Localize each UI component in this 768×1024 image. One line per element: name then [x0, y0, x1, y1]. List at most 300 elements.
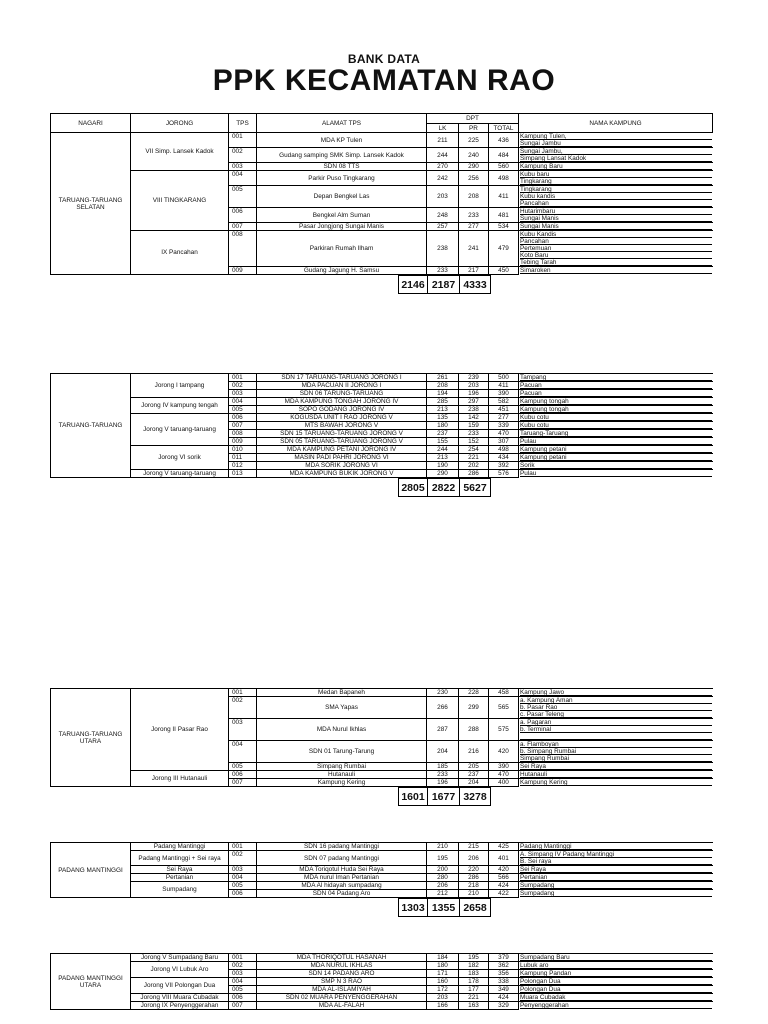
nama-kampung-cell — [519, 406, 713, 414]
nama-kampung-cell — [519, 171, 713, 186]
nama-kampung-cell — [519, 390, 713, 398]
lk-cell: 237 — [427, 430, 459, 438]
lk-cell: 248 — [427, 208, 459, 223]
tps-cell: 002 — [229, 148, 257, 163]
nama-kampung-cell — [519, 970, 713, 978]
lk-cell: 238 — [427, 231, 459, 267]
pr-cell: 238 — [459, 406, 489, 414]
table-row — [51, 231, 713, 267]
alamat-cell: Parkir Puso Tingkarang — [257, 171, 427, 186]
pr-cell: 290 — [459, 163, 489, 171]
kampung-name: Pacuan — [520, 390, 712, 397]
nama-kampung-cell — [519, 446, 713, 454]
total-lk: 1601 — [399, 788, 428, 806]
alamat-cell: SMP N 3 RAO — [257, 978, 427, 986]
kampung-name: Tampang — [520, 374, 712, 381]
jorong-cell: Pertanian — [131, 874, 229, 882]
table-row — [51, 689, 713, 697]
nama-kampung-cell — [519, 148, 713, 163]
nama-kampung-cell — [519, 133, 713, 148]
alamat-cell: MDA AL-FALAH — [257, 1002, 427, 1010]
total-pr: 2822 — [428, 479, 460, 497]
kampung-name: Penyenggerahan — [520, 1002, 712, 1009]
nama-kampung-cell — [519, 374, 713, 382]
lk-cell: 203 — [427, 994, 459, 1002]
alamat-cell: SDN 02 MUARA PENYENGGERAHAN — [257, 994, 427, 1002]
jorong-cell: Jorong II Pasar Rao — [131, 689, 229, 771]
jorong-cell: Jorong V taruang-taruang — [131, 414, 229, 446]
nama-kampung-cell — [519, 223, 713, 231]
pr-cell: 203 — [459, 382, 489, 390]
table-row — [51, 882, 713, 890]
kampung-name: Kampung petani — [520, 446, 712, 453]
pr-cell: 221 — [459, 994, 489, 1002]
total-cell: 420 — [489, 866, 519, 874]
tps-cell: 001 — [229, 133, 257, 148]
column-dpt: DPT — [427, 114, 519, 124]
total-cell: 411 — [489, 382, 519, 390]
table-row — [51, 446, 713, 454]
jorong-cell: Jorong IV kampung tengah — [131, 398, 229, 414]
kampung-name: a. Pagaran — [520, 719, 712, 726]
table-row — [51, 470, 713, 478]
tps-cell: 002 — [229, 962, 257, 970]
total-cell: 451 — [489, 406, 519, 414]
alamat-cell: MDA PACUAN II JORONG I — [257, 382, 427, 390]
jorong-cell: VII Simp. Lansek Kadok — [131, 133, 229, 171]
pr-cell: 204 — [459, 779, 489, 787]
alamat-cell: SDN 15 TARUANG-TARUANG JORONG V — [257, 430, 427, 438]
pr-cell: 202 — [459, 462, 489, 470]
nama-kampung-cell — [519, 763, 713, 771]
total-pr: 1677 — [428, 788, 460, 806]
alamat-cell: MDA KAMPUNG TONGAH JORONG IV — [257, 398, 427, 406]
total-cell: 534 — [489, 223, 519, 231]
kampung-name: Pulau — [520, 438, 712, 445]
alamat-cell: Gudang Jagung H. Samsu — [257, 267, 427, 275]
nama-kampung-cell — [519, 843, 713, 851]
lk-cell: 203 — [427, 186, 459, 208]
nama-kampung-cell — [519, 398, 713, 406]
total-total: 5627 — [460, 479, 491, 497]
pr-cell: 205 — [459, 763, 489, 771]
lk-cell: 155 — [427, 438, 459, 446]
alamat-cell: MDA NURUL IKHLAS — [257, 962, 427, 970]
section-table — [50, 688, 713, 803]
alamat-cell: Parkiran Rumah Ilham — [257, 231, 427, 267]
nama-kampung-cell — [519, 954, 713, 962]
nama-kampung-cell — [519, 267, 713, 275]
nagari-cell: PADANG MANTINGGI UTARA — [51, 954, 131, 1010]
nama-kampung-cell — [519, 186, 713, 208]
table-row — [51, 1002, 713, 1010]
pr-cell: 233 — [459, 208, 489, 223]
nama-kampung-cell — [519, 697, 713, 719]
table-row — [51, 771, 713, 779]
tps-cell: 007 — [229, 1002, 257, 1010]
total-cell: 379 — [489, 954, 519, 962]
alamat-cell: SDN 06 TARUNG-TARUANG — [257, 390, 427, 398]
table-row — [51, 851, 713, 866]
jorong-cell: Jorong IX Penyenggerahan — [131, 1002, 229, 1010]
tps-cell: 003 — [229, 719, 257, 741]
lk-cell: 213 — [427, 454, 459, 462]
alamat-cell: MDA KAMPUNG PETANI JORONG IV — [257, 446, 427, 454]
kampung-name: B. Sei raya — [520, 858, 712, 865]
table-row — [51, 374, 713, 382]
total-cell: 307 — [489, 438, 519, 446]
kampung-name: Sungai Manis — [520, 215, 712, 222]
nama-kampung-cell — [519, 208, 713, 223]
tps-cell: 001 — [229, 954, 257, 962]
totals-row — [398, 478, 491, 497]
tps-cell: 003 — [229, 163, 257, 171]
total-cell: 329 — [489, 1002, 519, 1010]
jorong-cell: Padang Mantinggi — [131, 843, 229, 851]
total-cell: 470 — [489, 771, 519, 779]
jorong-cell: Jorong V Sumpadang Baru — [131, 954, 229, 962]
alamat-cell: SDN 04 Padang Aro — [257, 890, 427, 898]
nama-kampung-cell — [519, 978, 713, 986]
tps-cell: 007 — [229, 422, 257, 430]
tps-cell: 004 — [229, 741, 257, 763]
kampung-name: b. Simpang Rumbai — [520, 748, 712, 755]
total-cell: 362 — [489, 962, 519, 970]
tps-cell: 006 — [229, 208, 257, 223]
section-table — [50, 373, 713, 494]
pr-cell: 228 — [459, 689, 489, 697]
alamat-cell: SDN 07 padang Mantinggi — [257, 851, 427, 866]
total-cell: 565 — [489, 697, 519, 719]
pr-cell: 182 — [459, 962, 489, 970]
table-row — [51, 171, 713, 186]
lk-cell: 287 — [427, 719, 459, 741]
nagari-table — [50, 688, 713, 787]
table-row — [51, 843, 713, 851]
kampung-name: Koto Baru — [520, 252, 712, 259]
tps-cell: 007 — [229, 779, 257, 787]
total-cell: 566 — [489, 874, 519, 882]
kampung-name: Padang Mantinggi — [520, 843, 712, 850]
nama-kampung-cell — [519, 1002, 713, 1010]
alamat-cell: KOGUSDA UNIT I RAO JORONG V — [257, 414, 427, 422]
pr-cell: 237 — [459, 771, 489, 779]
alamat-cell: Medan Bapaneh — [257, 689, 427, 697]
pr-cell: 178 — [459, 978, 489, 986]
column-lk: LK — [427, 124, 459, 133]
kampung-name: Pertemuan — [520, 245, 712, 252]
alamat-cell: MDA KAMPUNG BUKIK JORONG V — [257, 470, 427, 478]
total-cell: 434 — [489, 454, 519, 462]
kampung-name: Pancahan — [520, 200, 712, 207]
pr-cell: 206 — [459, 851, 489, 866]
nama-kampung-cell — [519, 689, 713, 697]
nama-kampung-cell — [519, 874, 713, 882]
total-cell: 338 — [489, 978, 519, 986]
nagari-table — [50, 953, 713, 1010]
tps-cell: 001 — [229, 689, 257, 697]
nama-kampung-cell — [519, 851, 713, 866]
total-cell: 498 — [489, 171, 519, 186]
table-row — [51, 994, 713, 1002]
nama-kampung-cell — [519, 414, 713, 422]
pr-cell: 177 — [459, 986, 489, 994]
total-cell: 479 — [489, 231, 519, 267]
alamat-cell: SDN 14 PADANG ARO — [257, 970, 427, 978]
nama-kampung-cell — [519, 163, 713, 171]
kampung-name: Kubu baru — [520, 171, 712, 178]
lk-cell: 210 — [427, 843, 459, 851]
nama-kampung-cell — [519, 231, 713, 267]
pr-cell: 215 — [459, 843, 489, 851]
tps-cell: 003 — [229, 866, 257, 874]
tps-cell: 004 — [229, 874, 257, 882]
lk-cell: 172 — [427, 986, 459, 994]
alamat-cell: MDA KP Tulen — [257, 133, 427, 148]
total-cell: 424 — [489, 994, 519, 1002]
nama-kampung-cell — [519, 438, 713, 446]
section-table — [50, 842, 713, 914]
lk-cell: 194 — [427, 390, 459, 398]
kampung-name: Kubu cotu — [520, 422, 712, 429]
nama-kampung-cell — [519, 771, 713, 779]
lk-cell: 261 — [427, 374, 459, 382]
kampung-name: Sungai Manis — [520, 223, 712, 230]
nagari-table — [50, 373, 713, 478]
section-table — [50, 953, 713, 1010]
kampung-name: Taruang-Taruang — [520, 430, 712, 437]
kampung-name: Sungai Jambu — [520, 140, 712, 147]
kampung-name: a. Flamboyan — [520, 741, 712, 748]
pr-cell: 210 — [459, 890, 489, 898]
total-cell: 400 — [489, 779, 519, 787]
pr-cell: 142 — [459, 414, 489, 422]
nama-kampung-cell — [519, 986, 713, 994]
kampung-name: Sungai Jambu, — [520, 148, 712, 155]
tps-cell: 005 — [229, 763, 257, 771]
alamat-cell: Kampung Kering — [257, 779, 427, 787]
total-total: 3278 — [460, 788, 491, 806]
kampung-name: Lubuk aro — [520, 962, 712, 969]
alamat-cell: Depan Bengkel Las — [257, 186, 427, 208]
lk-cell: 212 — [427, 890, 459, 898]
jorong-cell: VIII TINGKARANG — [131, 171, 229, 231]
tps-cell: 003 — [229, 390, 257, 398]
total-cell: 575 — [489, 719, 519, 741]
jorong-cell: IX Pancahan — [131, 231, 229, 275]
nama-kampung-cell — [519, 994, 713, 1002]
alamat-cell: SDN 16 padang Mantinggi — [257, 843, 427, 851]
kampung-name: Sorik — [520, 462, 712, 469]
kampung-name: Polongan Dua — [520, 978, 712, 985]
pr-cell: 277 — [459, 223, 489, 231]
jorong-cell: Padang Mantinggi + Sei raya — [131, 851, 229, 866]
lk-cell: 242 — [427, 171, 459, 186]
kampung-name: Kampung tongah — [520, 406, 712, 413]
pr-cell: 299 — [459, 697, 489, 719]
total-cell: 349 — [489, 986, 519, 994]
total-lk: 2146 — [399, 276, 428, 294]
alamat-cell: MASIN PADI PAHRI JORONG VI — [257, 454, 427, 462]
lk-cell: 185 — [427, 763, 459, 771]
tps-cell: 002 — [229, 697, 257, 719]
tps-cell: 001 — [229, 374, 257, 382]
alamat-cell: SOPO GODANG JORONG IV — [257, 406, 427, 414]
jorong-cell: Jorong I tampang — [131, 374, 229, 398]
tps-cell: 003 — [229, 970, 257, 978]
alamat-cell: Hutanauli — [257, 771, 427, 779]
pr-cell: 220 — [459, 866, 489, 874]
pr-cell: 240 — [459, 148, 489, 163]
kampung-name: Pulau — [520, 470, 712, 477]
total-cell: 436 — [489, 133, 519, 148]
kampung-name: a. Kampung Aman — [520, 697, 712, 704]
kampung-name: Tebing Tarah — [520, 259, 712, 266]
column-jorong: JORONG — [131, 114, 229, 133]
kampung-name: Simaroken — [520, 267, 712, 274]
kampung-name: Tingkarang — [520, 178, 712, 185]
tps-cell: 005 — [229, 882, 257, 890]
nama-kampung-cell — [519, 741, 713, 763]
alamat-cell: SDN 05 TARUANG-TARUANG JORONG V — [257, 438, 427, 446]
kampung-name: Sei Raya — [520, 763, 712, 770]
jorong-cell: Jorong VI sorik — [131, 446, 229, 470]
kampung-name: Kampung Kering — [520, 779, 712, 786]
lk-cell: 135 — [427, 414, 459, 422]
total-total: 2658 — [460, 899, 491, 917]
nama-kampung-cell — [519, 422, 713, 430]
nama-kampung-cell — [519, 462, 713, 470]
tps-cell: 004 — [229, 978, 257, 986]
total-cell: 422 — [489, 890, 519, 898]
tps-cell: 010 — [229, 446, 257, 454]
lk-cell: 244 — [427, 148, 459, 163]
nama-kampung-cell — [519, 962, 713, 970]
nama-kampung-cell — [519, 382, 713, 390]
pr-cell: 196 — [459, 390, 489, 398]
tps-cell: 009 — [229, 267, 257, 275]
kampung-name: Kampung petani — [520, 454, 712, 461]
lk-cell: 195 — [427, 851, 459, 866]
lk-cell: 233 — [427, 267, 459, 275]
alamat-cell: SDN 08 TTS — [257, 163, 427, 171]
tps-cell: 012 — [229, 462, 257, 470]
pr-cell: 256 — [459, 171, 489, 186]
kampung-name: Kampung Tulen, — [520, 133, 712, 140]
table-row — [51, 414, 713, 422]
kampung-name: Sumpadang Baru — [520, 954, 712, 961]
tps-cell: 011 — [229, 454, 257, 462]
pr-cell: 297 — [459, 398, 489, 406]
section-table — [50, 113, 713, 291]
total-cell: 356 — [489, 970, 519, 978]
total-cell: 576 — [489, 470, 519, 478]
alamat-cell: Pasar Jongjong Sungai Manis — [257, 223, 427, 231]
lk-cell: 171 — [427, 970, 459, 978]
pr-cell: 225 — [459, 133, 489, 148]
nama-kampung-cell — [519, 430, 713, 438]
column-tps: TPS — [229, 114, 257, 133]
total-cell: 411 — [489, 186, 519, 208]
alamat-cell: SDN 17 TARUANG-TARUANG JORONG I — [257, 374, 427, 382]
table-row — [51, 866, 713, 874]
total-cell: 390 — [489, 763, 519, 771]
alamat-cell: MDA nurul Iman Pertanian — [257, 874, 427, 882]
lk-cell: 266 — [427, 697, 459, 719]
tps-cell: 006 — [229, 414, 257, 422]
total-cell: 484 — [489, 148, 519, 163]
kampung-name: Kubu kandis — [520, 193, 712, 200]
kampung-name: Muara Cubadak — [520, 994, 712, 1001]
totals-row — [398, 898, 491, 917]
lk-cell: 190 — [427, 462, 459, 470]
pr-cell: 286 — [459, 470, 489, 478]
pr-cell: 208 — [459, 186, 489, 208]
pr-cell: 217 — [459, 267, 489, 275]
tps-cell: 005 — [229, 186, 257, 208]
jorong-cell: Jorong V taruang-taruang — [131, 470, 229, 478]
alamat-cell: MDA THORIQOTUL HASANAH — [257, 954, 427, 962]
table-row — [51, 133, 713, 148]
jorong-cell: Jorong VIII Muara Cubadak — [131, 994, 229, 1002]
alamat-cell: MDA AL-ISLAMIYAH — [257, 986, 427, 994]
kampung-name: b. Pasar Rao — [520, 704, 712, 711]
kampung-name: Hutanauli — [520, 771, 712, 778]
kampung-name: Polongan Dua — [520, 986, 712, 993]
pr-cell: 183 — [459, 970, 489, 978]
lk-cell: 290 — [427, 470, 459, 478]
total-cell: 424 — [489, 882, 519, 890]
nama-kampung-cell — [519, 470, 713, 478]
total-lk: 2805 — [399, 479, 428, 497]
total-total: 4333 — [460, 276, 491, 294]
lk-cell: 230 — [427, 689, 459, 697]
nama-kampung-cell — [519, 779, 713, 787]
lk-cell: 200 — [427, 866, 459, 874]
total-cell: 500 — [489, 374, 519, 382]
lk-cell: 206 — [427, 882, 459, 890]
tps-cell: 002 — [229, 851, 257, 866]
total-cell: 277 — [489, 414, 519, 422]
lk-cell: 244 — [427, 446, 459, 454]
tps-cell: 008 — [229, 231, 257, 267]
total-cell: 401 — [489, 851, 519, 866]
kampung-name: b. Terminal — [520, 726, 712, 733]
lk-cell: 270 — [427, 163, 459, 171]
tps-cell: 006 — [229, 771, 257, 779]
lk-cell: 184 — [427, 954, 459, 962]
lk-cell: 233 — [427, 771, 459, 779]
column-alamat: ALAMAT TPS — [257, 114, 427, 133]
nagari-cell: TARUANG-TARUANG UTARA — [51, 689, 131, 787]
header-row — [51, 114, 713, 124]
total-cell: 458 — [489, 689, 519, 697]
lk-cell: 211 — [427, 133, 459, 148]
jorong-cell: Jorong III Hutanauli — [131, 771, 229, 787]
pr-cell: 254 — [459, 446, 489, 454]
column-total: TOTAL — [489, 124, 519, 133]
jorong-cell: Jorong VI Lubuk Aro — [131, 962, 229, 978]
kampung-name: Sei Raya — [520, 866, 712, 873]
kampung-name: Pertanian — [520, 874, 712, 881]
pr-cell: 221 — [459, 454, 489, 462]
lk-cell: 204 — [427, 741, 459, 763]
nagari-table — [50, 113, 713, 275]
lk-cell: 180 — [427, 422, 459, 430]
nagari-cell: TARUANG-TARUANG — [51, 374, 131, 478]
alamat-cell: MDA Toriqotul Huda Sei Raya — [257, 866, 427, 874]
alamat-cell: Simpang Rumbai — [257, 763, 427, 771]
